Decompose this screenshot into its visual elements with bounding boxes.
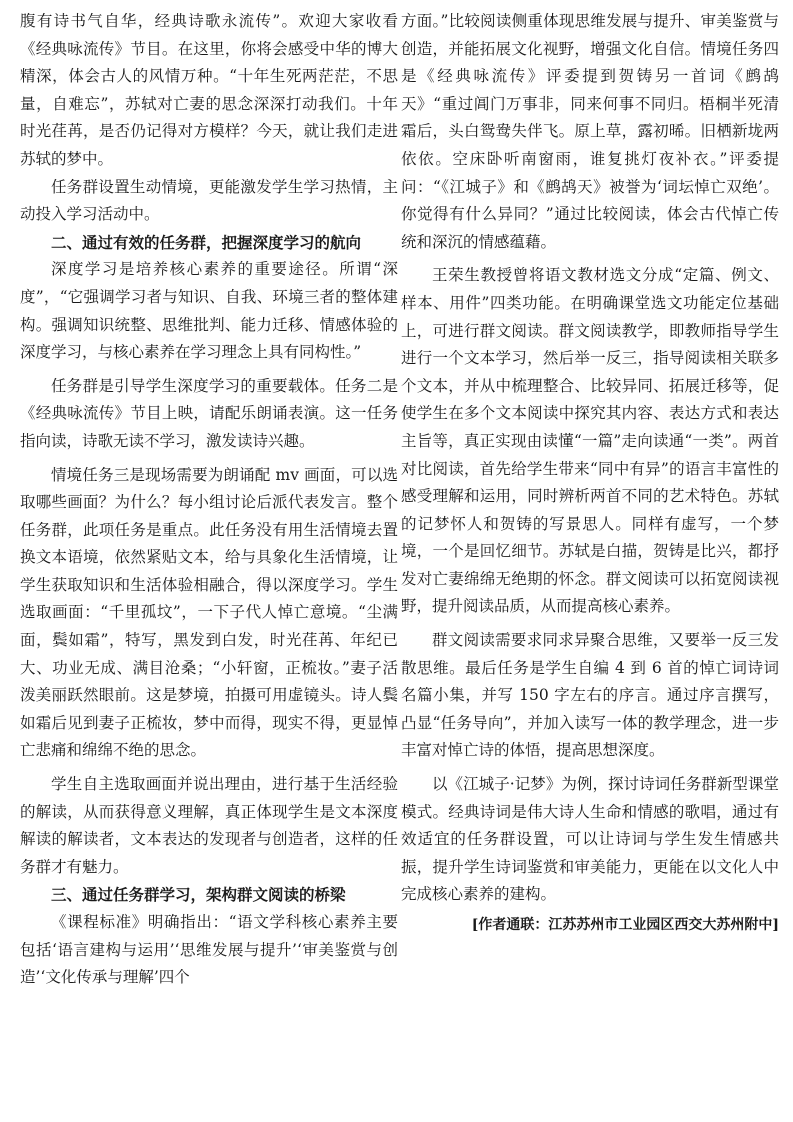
paragraph-deep-learning: 深度学习是培养核心素养的重要途径。所谓“深度”，“它强调学习者与知识、自我、环境三者的整体建构。强调知识统整、思维批判、能力迁移、情感体验的深度学习，与核心素养在学习理念上具有同构性。” [20, 260, 398, 362]
two-column-layout [20, 8, 779, 992]
paragraph-comparative-reading: 方面。”比较阅读侧重体现思维发展与提升、审美鉴赏与创造，并能拓展文化视野，增强文化自信。情境任务四是《经典咏流传》评委提到贺铸另一首词《鹧鸪天》“重过阊门万事非，同来何事不同归。梧桐半死清霜后，头白鸳鸯失伴飞。原上草，露初晞。旧栖新垅两依依。空床卧听南窗雨，谁复挑灯夜补衣。”评委提问：“《江城子》和《鹧鸪天》被誉为‘词坛悼亡双绝’。你觉得有什么异同？”通过比较阅读，体会古代悼亡传统和深沉的情感蕴藉。 [401, 12, 779, 251]
author-contact: [作者通联：江苏苏州市工业园区西交大苏州附中] [471, 917, 779, 933]
paragraph-task-context: 任务群设置生动情境，更能激发学生学习热情，主动投入学习活动中。 [20, 177, 398, 224]
paragraph-group-reading: 王荣生教授曾将语文教材选文分成“定篇、例文、样本、用件”四类功能。在明确课堂选文功能定位基础上，可进行群文阅读。群文阅读教学，即教师指导学生进行一个文本学习，然后举一反三，指导阅读相关联多个文本，并从中梳理整合、比较异同、拓展迁移等，促使学生在多个文本阅读中探究其内容、表达方式和表达主旨等，真正实现由读懂“一篇”走向读通“一类”。两首对比阅读，首先给学生带来“同中有异”的语言丰富性的感受理解和运用，同时辨析两首不同的艺术特色。苏轼的记梦怀人和贺铸的写景思人。同样有虚写，一个梦境，一个是回忆细节。苏轼是白描，贺铸是比兴，都抒发对亡妻绵绵无绝期的怀念。群文阅读可以拓宽阅读视野，提升阅读品质，从而提高核心素养。 [401, 266, 779, 616]
left-column [20, 8, 398, 992]
paragraph-conclusion: 以《江城子·记梦》为例，探讨诗词任务群新型课堂模式。经典诗词是伟大诗人生命和情感的歌唱，通过有效适宜的任务群设置，可以让诗词与学生发生情感共振，提升学生诗词鉴赏和审美能力，更能在以文化人中完成核心素养的建构。 [401, 775, 779, 904]
paragraph-final-task: 群文阅读需要求同求异聚合思维，又要举一反三发散思维。最后任务是学生自编 4 到 6 首的悼亡词诗词名篇小集，并写 150 字左右的序言。通过序言撰写，凸显“任务导向”，并加入读写一体的教学理念，进一步丰富对悼亡诗的体悟，提高思想深度。 [401, 631, 779, 760]
paragraph-curriculum-standard: 《课程标准》明确指出：“语文学科核心素养主要包括‘语言建构与运用’‘思维发展与提升’‘审美鉴赏与创造’‘文化传承与理解’四个 [20, 913, 398, 987]
paragraph-task-three: 情境任务三是现场需要为朗诵配 mv 画面，可以选取哪些画面？为什么？每小组讨论后派代表发言。整个任务群，此项任务是重点。此任务没有用生活情境去置换文本语境，依然紧贴文本，给与具象化生活情境，让学生获取知识和生活体验相融合，得以深度学习。学生选取画面：“千里孤坟”，一下子代人悼亡意境。“尘满面，鬓如霜”，特写，黑发到白发，时光荏苒、年纪已大、功业无成、满目沧桑；“小轩窗，正梳妆。”妻子活泼美丽跃然眼前。这是梦境，拍摄可用虚镜头。诗人鬓如霜后见到妻子正梳妆，梦中而得，现实不得，更显悼亡悲痛和绵绵不绝的思念。 [20, 465, 398, 760]
paragraph-student-choice: 学生自主选取画面并说出理由，进行基于生活经验的解读，从而获得意义理解，真正体现学生是文本深度解读的解读者，文本表达的发现者与创造者，这样的任务群才有魅力。 [20, 775, 398, 876]
right-column [401, 8, 779, 992]
paragraph-intro-continuation: 腹有诗书气自华，经典诗歌永流传”。欢迎大家收看《经典咏流传》节目。在这里，你将会感受中华的博大精深，体会古人的风情万种。“十年生死两茫茫，不思量，自难忘”，苏轼对亡妻的思念深深打动我们。十年时光荏苒，是否仍记得对方模样？今天，就让我们走进苏轼的梦中。 [20, 12, 398, 168]
paragraph-task-two: 任务群是引导学生深度学习的重要载体。任务二是《经典咏流传》节目上映，请配乐朗诵表演。这一任务指向读，诗歌无读不学习，激发读诗兴趣。 [20, 376, 398, 450]
section-heading-3: 三、通过任务群学习，架构群文阅读的桥梁 [51, 885, 346, 905]
section-heading-2: 二、通过有效的任务群，把握深度学习的航向 [51, 232, 362, 252]
